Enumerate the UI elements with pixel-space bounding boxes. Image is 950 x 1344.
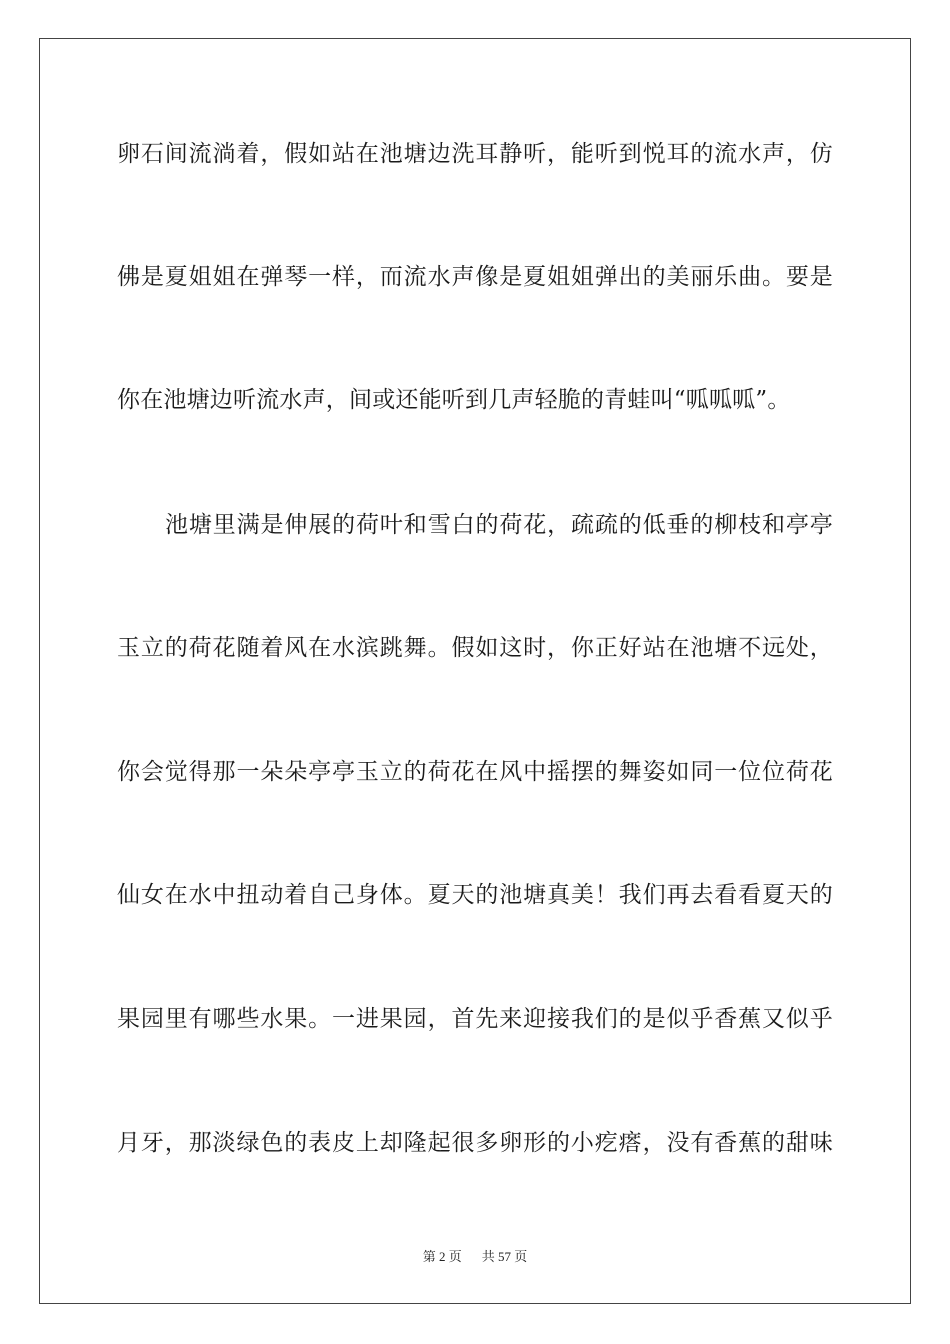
page-number: 第 2 页: [422, 1249, 462, 1264]
text-line-8: 果园里有哪些水果。一进果园，首先来迎接我们的是似乎香蕉又似乎: [117, 1006, 833, 1032]
text-line-4-paragraph-start: 池塘里满是伸展的荷叶和雪白的荷花，疏疏的低垂的柳枝和亭亭: [165, 512, 833, 538]
text-line-7: 仙女在水中扭动着自己身体。夏天的池塘真美！我们再去看看夏天的: [117, 882, 833, 908]
total-pages: 共 57 页: [481, 1249, 528, 1264]
page-border: [39, 38, 911, 1304]
text-line-1: 卵石间流淌着，假如站在池塘边洗耳静听，能听到悦耳的流水声，仿: [117, 141, 833, 167]
text-line-9: 月牙，那淡绿色的表皮上却隆起很多卵形的小疙瘩，没有香蕉的甜味: [117, 1130, 833, 1156]
page-footer: [0, 1248, 950, 1266]
text-line-6: 你会觉得那一朵朵亭亭玉立的荷花在风中摇摆的舞姿如同一位位荷花: [117, 759, 833, 785]
text-line-3: 你在池塘边听流水声，间或还能听到几声轻脆的青蛙叫“呱呱呱”。: [117, 387, 791, 413]
text-line-2: 佛是夏姐姐在弹琴一样，而流水声像是夏姐姐弹出的美丽乐曲。要是: [117, 264, 833, 290]
text-line-5: 玉立的荷花随着风在水滨跳舞。假如这时，你正好站在池塘不远处，: [117, 635, 833, 661]
